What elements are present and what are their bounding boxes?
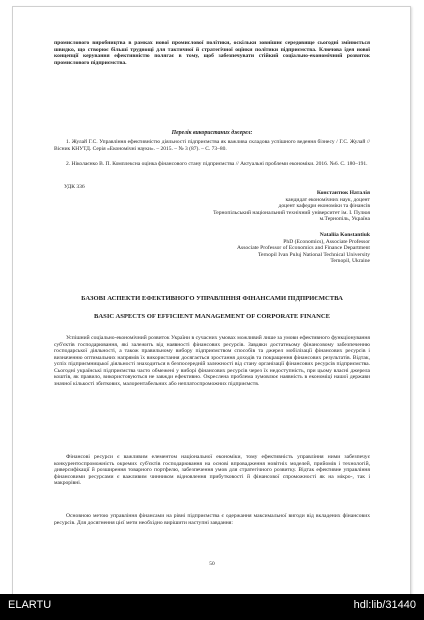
footer-bar (0, 594, 424, 620)
author-ua-block (54, 190, 370, 223)
author-ua-line: доцент кафедри економіки та фінансів (278, 203, 370, 210)
article-title-en: BASIC ASPECTS OF EFFICIENT MANAGEMENT OF CORPORATE FINANCE (94, 313, 330, 320)
body-paragraph-2: Фінансові ресурси є важливим елементом національної економіки, тому ефективність управління ними забезпечує конкурентоспроможність окремих суб'єктів господарювання на основі впровадження новітніх моделей, прийомів і технологій, диверсифікації й розширення товарного портфелю, забезпечення умов для стратегічного розвитку. Відтак ефективне управління фінансовими ресурсами є важливим чинником відновлення прибутковості й фінансової спроможності як на мікро-, так і макрорівні. (54, 454, 370, 487)
author-ua-line: кандидат економічних наук, доцент (285, 196, 370, 203)
reference-item-2: 2. Ніколаєнко В. П. Комплексна оцінка фінансового стану підприємства // Актуальні проблеми економіки. 2016. №6. С. 180–191. (66, 161, 368, 167)
reference-item-1: 1. Жулай Г.С. Управління ефективністю діяльності підприємства як важлива складова успішного ведення бізнесу / Г.С. Жулай // Вісник КНУТД. Серія «Економічні науки». – 2015. – № 3 (87). – С. 73–80. (54, 139, 370, 152)
page-number: 50 (209, 561, 215, 567)
author-en-name: Nataliia Konstantiuk (319, 232, 370, 238)
intro-paragraph: промислового виробництва в рамках нової промислової політики, оскільки зовнішнє середовище сьогодні змінюється швидко, що створює більші труднощі для тактичної й стратегічної оцінки політики підприємства. Ключова ідея нової концепції керування ефективністю полягає в тому, щоб забезпечувати стійкий соціально-економічний розвиток промислового підприємства. (54, 40, 370, 66)
references-title: Перелік використаних джерел: (171, 130, 253, 136)
footer-handle-label: hdl:lib/31440 (353, 599, 416, 611)
author-ua-line: м.Тернопіль, Україна (319, 216, 370, 223)
author-en-line: PhD (Economics), Associate Professor (283, 238, 370, 245)
udk-code: УДК 336 (64, 184, 85, 190)
author-en-line: Associate Professor of Economics and Finance Department (237, 245, 370, 252)
footer-repository-label: ELARTU (8, 599, 52, 611)
author-en-line: Ternopil Ivan Puluj National Technical University (257, 251, 370, 258)
author-en-block (54, 232, 370, 265)
article-title-ua: БАЗОВІ АСПЕКТИ ЕФЕКТИВНОГО УПРАВЛІННЯ ФІНАНСАМИ ПІДПРИЄМСТВА (81, 295, 343, 302)
author-en-line: Ternopil, Ukraine (330, 258, 370, 265)
author-ua-name: Константюк Наталія (316, 190, 370, 196)
author-ua-line: Тернопільський національний технічний університет ім. І. Пулюя (213, 209, 370, 216)
body-paragraph-1: Успішний соціально-економічний розвиток України в сучасних умовах можливий лише за умови ефективного функціонування суб'єктів господарювання, які залежить від наявності фінансових ресурсів. Завдяки достатньому фінансовому забезпеченню господарської діяльності, а також правильному вибору підприємством способів та джерел мобілізації фінансових ресурсів і визначенню оптимальних напрямів їх використання досягається зростання доходів та покращення фінансових результатів. Відтак, успіх підприємницької діяльності знаходиться в безпосередній залежності від стану організації фінансових ресурсів підприємства. Сьогодні українські підприємства часто обмежені у виборі фінансових ресурсів через їх недоступність, при цьому власні джерела коштів, як правило, використовуються не завжди ефективно. Окреслена проблема зумовлює наявність в економіці нашої держави значної кількості збиткових, малорентабельних або неплатоспроможних підприємств. (54, 335, 370, 387)
body-paragraph-3: Основною метою управління фінансами на рівні підприємства є одержання максимальної вигоди від вкладених фінансових ресурсів. Для досягнення цієї мети необхідно вирішити наступні завдання: (54, 513, 370, 526)
